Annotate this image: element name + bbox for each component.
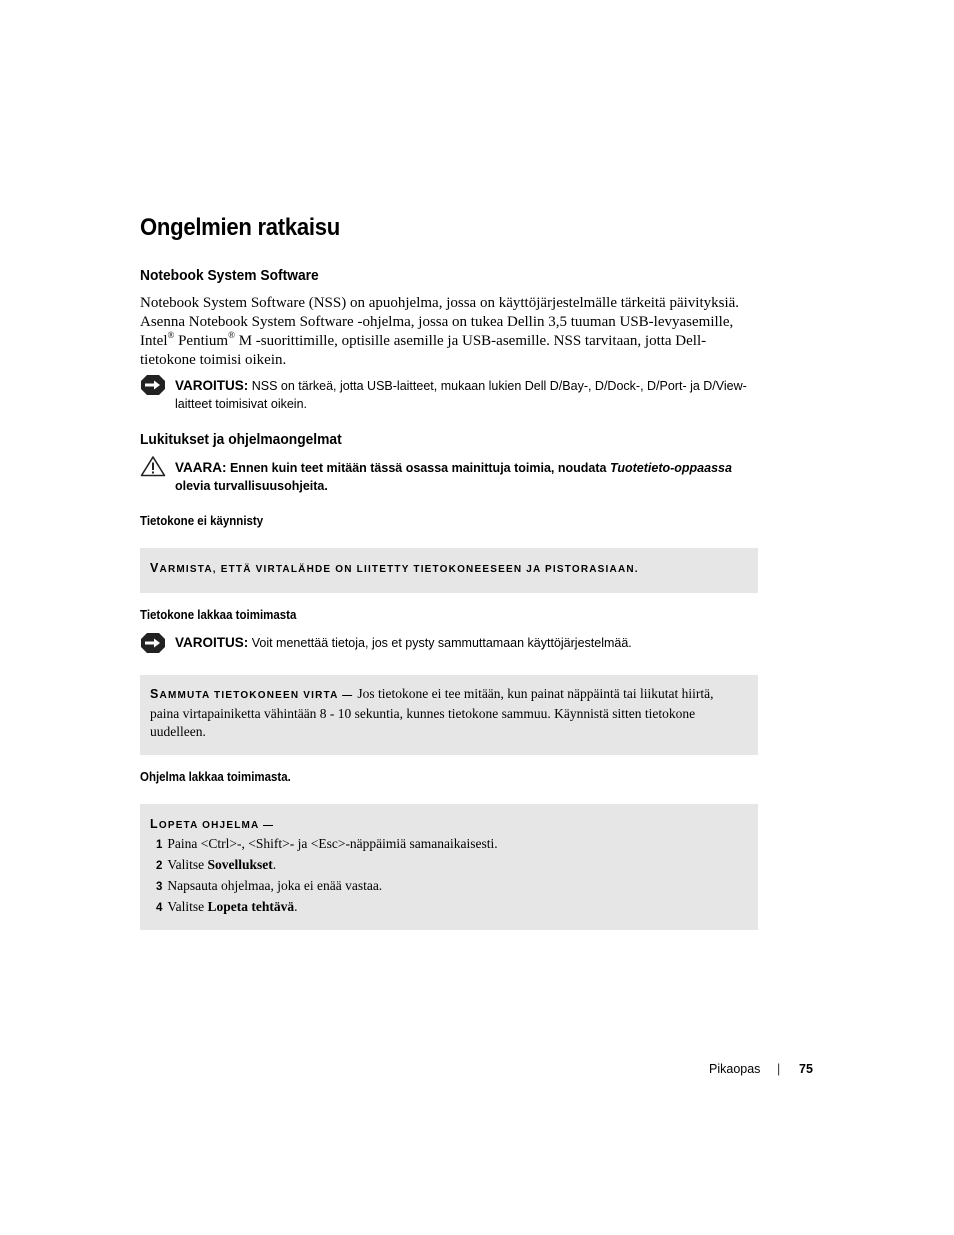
notice-label: VAROITUS:	[175, 635, 249, 650]
step-item: 4 Valitse Lopeta tehtävä.	[156, 899, 298, 914]
solution-box-end-program	[140, 804, 758, 930]
caution-icon	[140, 455, 166, 477]
solution-text-power: VARMISTA, ETTÄ VIRTALÄHDE ON LIITETTY TIETOKONEESEEN JA PISTORASIAAN.	[150, 561, 639, 575]
nss-paragraph	[140, 294, 780, 370]
notice-text: Voit menettää tietoja, jos et pysty sammuttamaan käyttöjärjestelmää.	[248, 636, 632, 650]
subheading-stops-responding: Tietokone lakkaa toimimasta	[140, 608, 297, 622]
subheading-program-stops: Ohjelma lakkaa toimimasta.	[140, 770, 291, 784]
step-item: 2 Valitse Sovellukset.	[156, 857, 277, 872]
solution-text-shutdown: SAMMUTA TIETOKONEEN VIRTA — Jos tietokone ei tee mitään, kun painat näppäintä tai liikutat hiirtä, paina virtapainiketta vähintään 8 - 10 sekuntia, kunnes tietokone sammuu. Käynnistä sitten tietokone uudelleen.	[150, 686, 714, 739]
section-heading-lockups: Lukitukset ja ohjelmaongelmat	[140, 431, 342, 448]
notice-label: VAROITUS:	[175, 378, 249, 393]
footer-separator: |	[777, 1062, 781, 1076]
notice-icon	[140, 374, 166, 396]
subheading-no-start: Tietokone ei käynnisty	[140, 514, 264, 528]
notice-text: NSS on tärkeä, jotta USB-laitteet, mukaan lukien Dell D/Bay-, D/Dock-, D/Port- ja D/View-laitteet toimisivat oikein.	[175, 379, 747, 411]
steps-list	[156, 834, 746, 918]
footer-label: Pikaopas	[709, 1062, 761, 1076]
step-item: 3 Napsauta ohjelmaa, joka ei enää vastaa.	[156, 878, 383, 893]
notice-icon	[140, 632, 166, 654]
para-line-1: Notebook System Software (NSS) on apuohjelma, jossa on käyttöjärjestelmälle tärkeitä päivityksiä.	[140, 295, 740, 311]
para-line-3: Intel® Pentium® M -suorittimille, optisille asemille ja USB-asemille. NSS tarvitaan, jotta Dell-	[140, 330, 707, 349]
solution-box-shutdown	[140, 675, 758, 755]
caution-label: VAARA:	[175, 460, 227, 475]
notice-nss	[175, 377, 765, 413]
page-number: 75	[799, 1062, 813, 1076]
caution-doc-title: Tuotetieto-oppaassa	[609, 461, 732, 475]
notice-data-loss	[175, 634, 765, 652]
step-item: 1 Paina <Ctrl>-, <Shift>- ja <Esc>-näppäimiä samanaikaisesti.	[156, 836, 498, 851]
solution-title-end-program: LOPETA OHJELMA —	[150, 817, 275, 831]
para-line-4: tietokone toimisi oikein.	[140, 352, 287, 368]
caution-text: VAARA: Ennen kuin teet mitään tässä osassa mainittuja toimia, noudata Tuotetieto-oppaassa olevia turvallisuusohjeita.	[175, 460, 732, 493]
page-title: Ongelmien ratkaisu	[140, 214, 340, 241]
para-line-2: Asenna Notebook System Software -ohjelma, jossa on tukea Dellin 3,5 tuuman USB-levyasemille,	[140, 314, 734, 330]
solution-box-power	[140, 548, 758, 593]
section-heading-nss: Notebook System Software	[140, 267, 319, 284]
